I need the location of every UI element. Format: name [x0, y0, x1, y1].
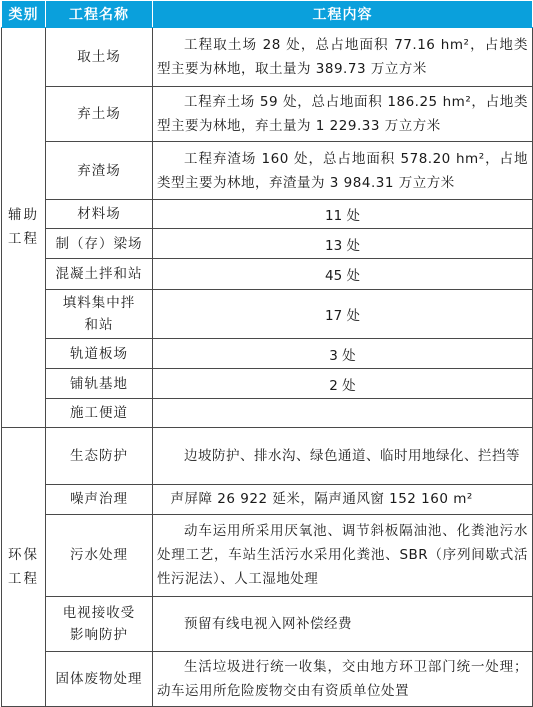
content-cell: 2 处 — [153, 369, 533, 399]
table-row — [2, 484, 533, 515]
content-cell: 工程取土场 28 处，总占地面积 77.16 hm²，占地类型主要为林地，取土量为 389.73 万立方米 — [153, 28, 533, 87]
name-cell: 噪声治理 — [46, 484, 153, 515]
content-cell: 声屏障 26 922 延米，隔声通风窗 152 160 m² — [153, 484, 533, 515]
content-cell: 13 处 — [153, 228, 533, 259]
table-row — [2, 399, 533, 428]
content-cell: 3 处 — [153, 338, 533, 369]
name-cell: 固体废物处理 — [46, 651, 153, 706]
name-cell: 混凝土拌和站 — [46, 259, 153, 290]
content-cell: 45 处 — [153, 259, 533, 290]
name-cell: 取土场 — [46, 28, 153, 87]
table-row — [2, 289, 533, 338]
table-row — [2, 28, 533, 87]
table-row — [2, 651, 533, 706]
table-row — [2, 515, 533, 597]
table-row — [2, 259, 533, 290]
table-row — [2, 142, 533, 200]
name-cell: 生态防护 — [46, 427, 153, 484]
header-category: 类别 — [2, 1, 46, 28]
table-row — [2, 87, 533, 142]
table-row — [2, 427, 533, 484]
category-cell-environmental: 环保工程 — [2, 427, 46, 706]
name-cell: 填料集中拌和站 — [46, 289, 153, 338]
header-row — [2, 1, 533, 28]
content-cell: 17 处 — [153, 289, 533, 338]
name-cell: 弃土场 — [46, 87, 153, 142]
table-row — [2, 369, 533, 399]
name-cell: 弃渣场 — [46, 142, 153, 200]
table-row — [2, 200, 533, 229]
content-cell: 工程弃渣场 160 处，总占地面积 578.20 hm²，占地类型主要为林地，弃渣量为 3 984.31 万立方米 — [153, 142, 533, 200]
content-cell — [153, 399, 533, 428]
table-row — [2, 338, 533, 369]
content-cell: 工程弃土场 59 处，总占地面积 186.25 hm²，占地类型主要为林地，弃土量为 1 229.33 万立方米 — [153, 87, 533, 142]
name-cell: 铺轨基地 — [46, 369, 153, 399]
header-name: 工程名称 — [46, 1, 153, 28]
table-row — [2, 228, 533, 259]
header-content: 工程内容 — [153, 1, 533, 28]
content-cell: 动车运用所采用厌氧池、调节斜板隔油池、化粪池污水处理工艺，车站生活污水采用化粪池、SBR（序列间歇式活性污泥法）、人工湿地处理 — [153, 515, 533, 597]
content-cell: 预留有线电视入网补偿经费 — [153, 596, 533, 651]
name-cell: 污水处理 — [46, 515, 153, 597]
engineering-table — [1, 0, 533, 707]
name-cell: 轨道板场 — [46, 338, 153, 369]
name-cell: 施工便道 — [46, 399, 153, 428]
category-cell-auxiliary: 辅助工程 — [2, 28, 46, 428]
content-cell: 边坡防护、排水沟、绿色通道、临时用地绿化、拦挡等 — [153, 427, 533, 484]
table-row — [2, 596, 533, 651]
name-cell: 材料场 — [46, 200, 153, 229]
name-cell: 制（存）梁场 — [46, 228, 153, 259]
content-cell: 11 处 — [153, 200, 533, 229]
content-cell: 生活垃圾进行统一收集，交由地方环卫部门统一处理；动车运用所危险废物交由有资质单位处置 — [153, 651, 533, 706]
name-cell: 电视接收受影响防护 — [46, 596, 153, 651]
